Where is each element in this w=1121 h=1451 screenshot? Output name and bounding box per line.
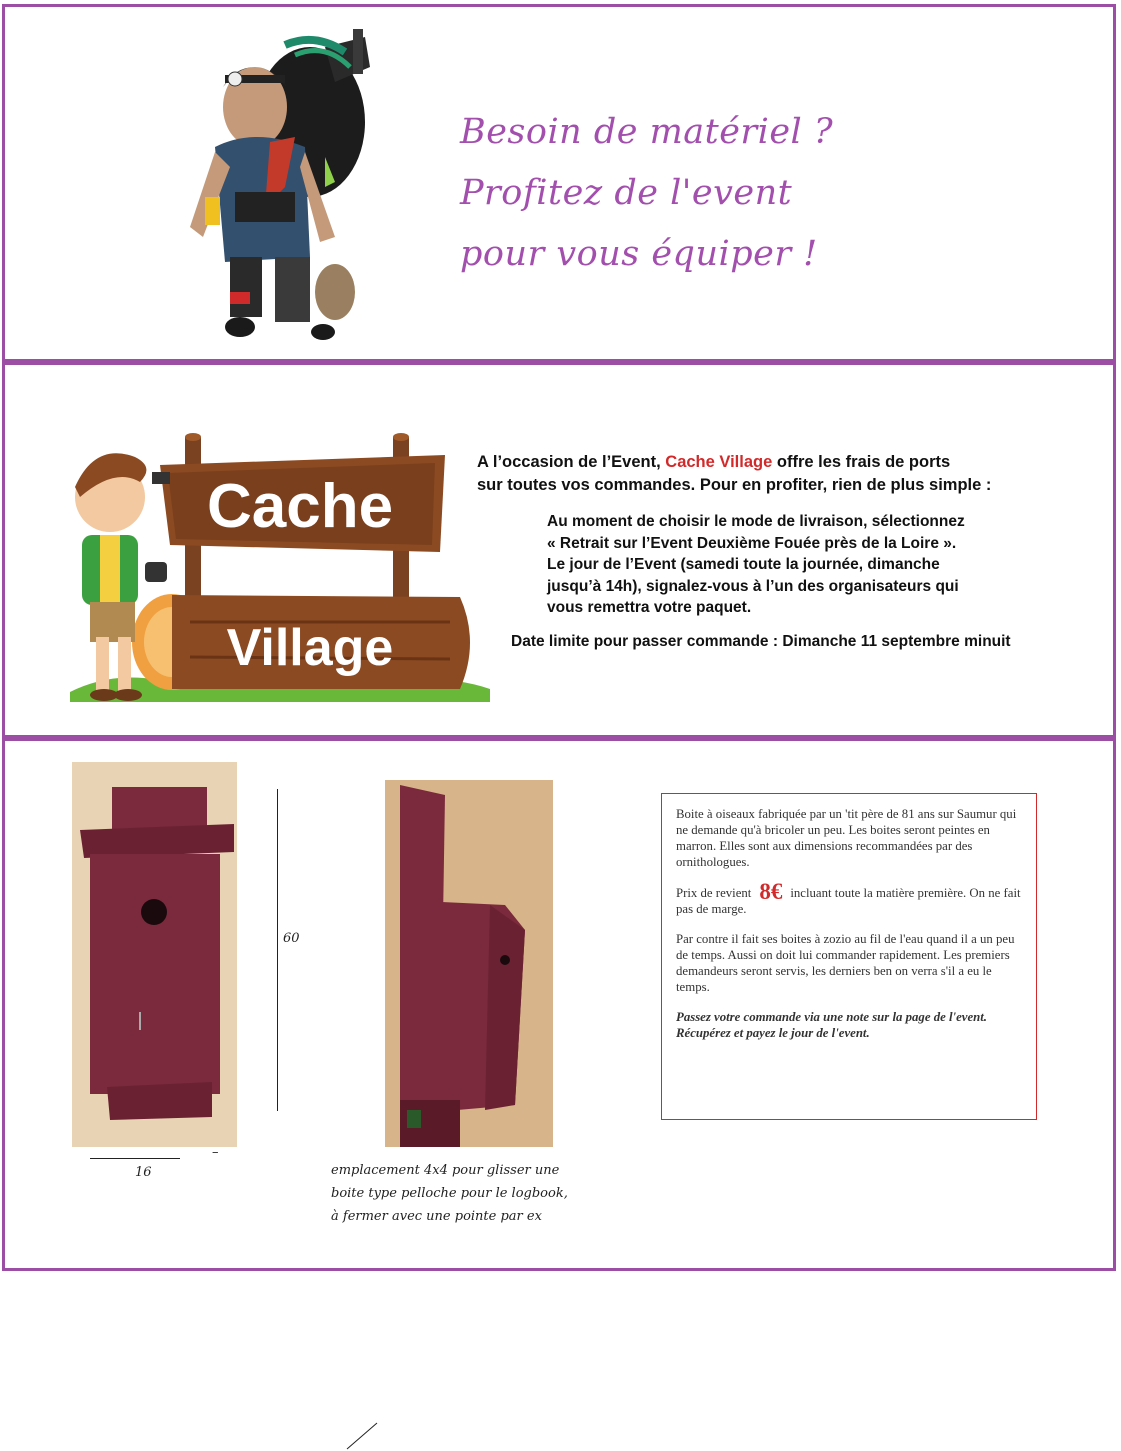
info-price-para [676,879,1022,917]
note-line: emplacement 4x4 pour glisser une [331,1163,560,1178]
headline-line-3: pour vous équiper ! [460,234,818,274]
birdhouse-front-photo [72,762,237,1147]
width-label: 16 [135,1165,152,1180]
promo-steps [547,511,1077,619]
brand-name: Cache Village [665,453,773,471]
info-para-1: Boite à oiseaux fabriquée par un 'tit père de 81 ans sur Saumur qui ne demande qu'à bricoler un peu. Les boites seront peintes en marron. Elles sont aux dimensions recommandées par des ornithologues. [676,807,1017,869]
intro-line-2: sur toutes vos commandes. Pour en profiter, rien de plus simple : [477,476,992,494]
step-line: « Retrait sur l’Event Deuxième Fouée près de la Loire ». [547,534,957,552]
info-cta [676,1009,1022,1041]
step-line: Le jour de l’Event (samedi toute la journée, dimanche [547,556,940,573]
height-dimension-line [277,789,278,1111]
cta-line-2: Récupérez et payez le jour de l'event. [676,1026,870,1040]
intro-prefix: A l’occasion de l’Event, [477,453,666,471]
logo-text-cache: Cache [206,472,394,541]
headline-line-1: Besoin de matériel ? [460,112,834,152]
geocacher-photo [175,27,380,342]
note-line: à fermer avec une pointe par ex [331,1209,542,1224]
info-para-3: Par contre il fait ses boites à zozio au fil de l'eau quand il a un peu de temps. Aussi on doit lui commander rapidement. Les premiers demandeurs seront servis, les derniers ben on verra s'il a eu le temps. [676,932,1015,994]
logo-text-village: Village [226,619,394,677]
logbook-note [331,1159,568,1228]
promo-text [477,451,1077,651]
pointer-line [345,1421,385,1451]
height-label: 60 [283,931,300,946]
headline [460,102,833,285]
birdhouse-side-photo [385,780,553,1147]
cache-village-logo [60,427,500,707]
cache-village-panel [2,362,1116,738]
headline-line-2: Profitez de l'event [460,173,793,213]
price-prefix: Prix de revient [676,886,752,900]
width-dimension-line [90,1158,180,1159]
promo-intro [477,451,1077,497]
info-box [661,793,1037,1120]
dash-mark: – [212,1145,219,1160]
birdhouse-panel [2,738,1116,1271]
intro-suffix: offre les frais de ports [772,453,951,471]
cta-line-1: Passez votre commande via une note sur la page de l'event. [676,1010,988,1024]
price-suffix: incluant toute la matière première. On ne fait pas de marge. [676,886,1021,916]
deadline: Date limite pour passer commande : Dimanche 11 septembre minuit [511,632,1011,650]
step-line: jusqu’à 14h), signalez-vous à l’un des organisateurs qui [547,577,959,595]
price-value: 8€ [759,879,783,904]
step-line: vous remettra votre paquet. [547,599,752,616]
step-line: Au moment de choisir le mode de livraison, sélectionnez [547,513,965,530]
banner-panel [2,4,1116,362]
note-line: boite type pelloche pour le logbook, [331,1186,568,1201]
